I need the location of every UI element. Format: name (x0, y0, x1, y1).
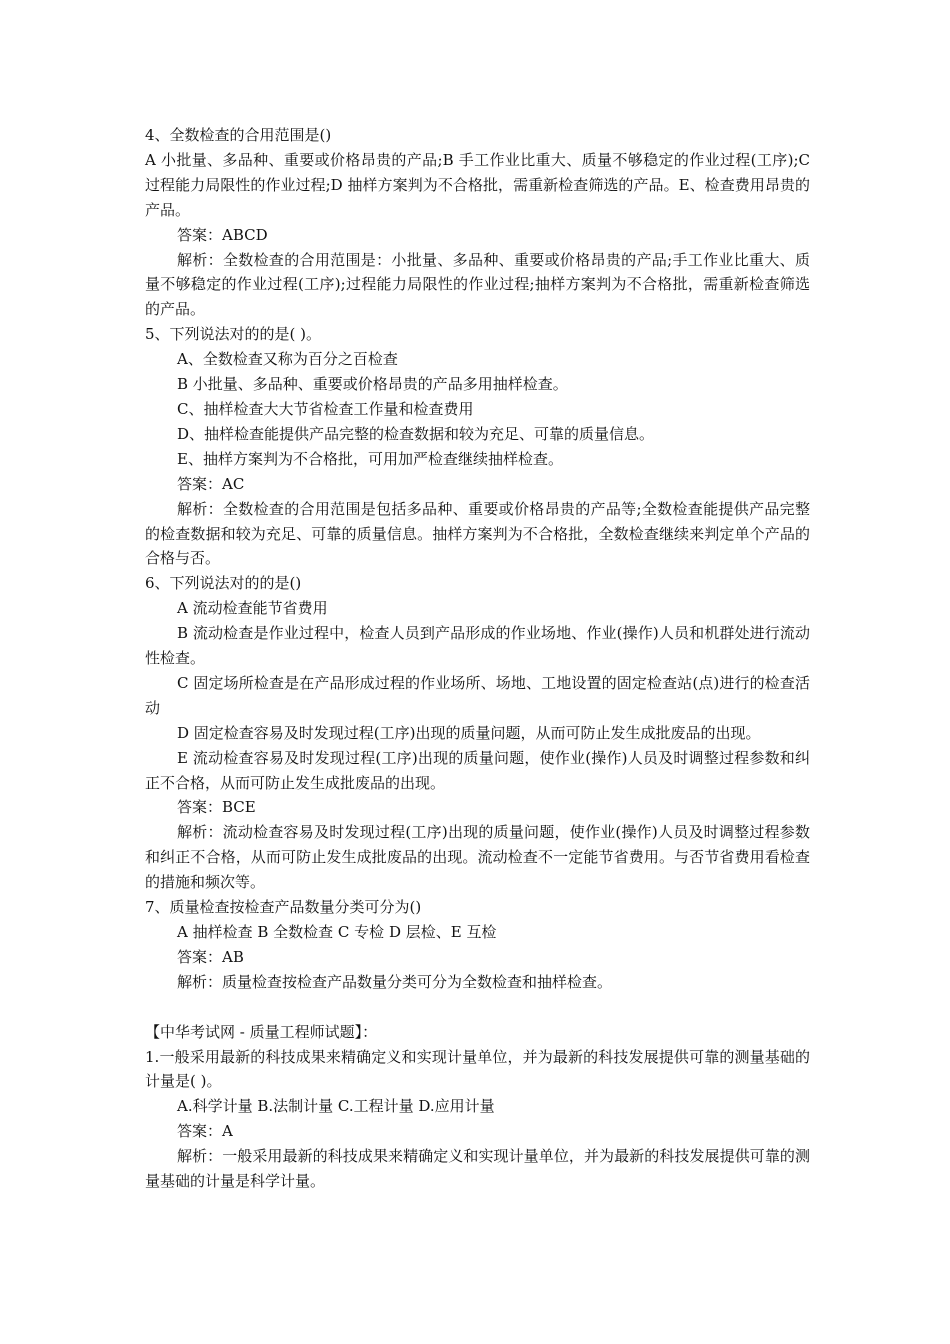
question-5-option: E、抽样方案判为不合格批，可用加严检查继续抽样检查。 (177, 449, 563, 468)
question-4-options: A 小批量、多品种、重要或价格昂贵的产品;B 手工作业比重大、质量不够稳定的作业过程(工序);C 过程能力局限性的作业过程;D 抽样方案判为不合格批，需重新检查筛选的产品。E、检查费用昂贵的产品。 (145, 150, 810, 219)
question-6-option: E 流动检查容易及时发现过程(工序)出现的质量问题，使作业(操作)人员及时调整过程参数和纠正不合格，从而可防止发生成批废品的出现。 (145, 748, 810, 792)
question-6-analysis: 解析：流动检查容易及时发现过程(工序)出现的质量问题，使作业(操作)人员及时调整过程参数和纠正不合格，从而可防止发生成批废品的出现。流动检查不一定能节省费用。与否节省费用看检查的措施和频次等。 (145, 823, 810, 892)
question-5-option: C、抽样检查大大节省检查工作量和检查费用 (177, 399, 474, 418)
question-5-option: D、抽样检查能提供产品完整的检查数据和较为充足、可靠的质量信息。 (177, 424, 655, 443)
question-6-option: D 固定检查容易及时发现过程(工序)出现的质量问题，从而可防止发生成批废品的出现。 (177, 723, 761, 742)
question-5-option: A、全数检查又称为百分之百检查 (177, 350, 398, 369)
question-5-option: B 小批量、多品种、重要或价格昂贵的产品多用抽样检查。 (177, 375, 568, 394)
question-4-answer: 答案：ABCD (177, 225, 268, 244)
question-5-text: 5、下列说法对的的是( )。 (145, 325, 322, 344)
question-6-option: A 流动检查能节省费用 (177, 599, 328, 618)
blank-line (145, 995, 810, 1020)
section-question-1-answer: 答案：A (177, 1122, 233, 1141)
section-question-1-text: 1.一般采用最新的科技成果来精确定义和实现计量单位，并为最新的科技发展提供可靠的测量基础的计量是( )。 (145, 1047, 810, 1091)
question-4-text: 4、全数检查的合用范围是() (145, 126, 332, 144)
question-7-text: 7、质量检查按检查产品数量分类可分为() (145, 898, 422, 917)
section-question-1-options: A.科学计量 B.法制计量 C.工程计量 D.应用计量 (177, 1097, 495, 1116)
question-6-option: C 固定场所检查是在产品形成过程的作业场所、场地、工地设置的固定检查站(点)进行的检查活动 (145, 673, 810, 717)
section-header: 【中华考试网 - 质量工程师试题】： (145, 1022, 378, 1041)
question-7-answer: 答案：AB (177, 947, 244, 966)
question-6-option: B 流动检查是作业过程中，检查人员到产品形成的作业场地、作业(操作)人员和机群处进行流动性检查。 (145, 624, 810, 668)
question-6-text: 6、下列说法对的的是() (145, 574, 302, 593)
question-5-answer: 答案：AC (177, 474, 245, 493)
section-question-1-analysis: 解析：一般采用最新的科技成果来精确定义和实现计量单位，并为最新的科技发展提供可靠的测量基础的计量是科学计量。 (145, 1147, 810, 1191)
question-6-answer: 答案：BCE (177, 798, 256, 817)
question-7-analysis: 解析：质量检查按检查产品数量分类可分为全数检查和抽样检查。 (177, 972, 613, 991)
question-7-options: A 抽样检查 B 全数检查 C 专检 D 层检、E 互检 (177, 923, 497, 941)
document-body (145, 123, 810, 1194)
question-4-analysis: 解析：全数检查的合用范围是：小批量、多品种、重要或价格昂贵的产品;手工作业比重大、质量不够稳定的作业过程(工序);过程能力局限性的作业过程;抽样方案判为不合格批，需重新检查筛选的产品。 (145, 250, 810, 319)
question-5-analysis: 解析：全数检查的合用范围是包括多品种、重要或价格昂贵的产品等;全数检查能提供产品完整的检查数据和较为充足、可靠的质量信息。抽样方案判为不合格批，全数检查继续来判定单个产品的合格与否。 (145, 499, 810, 568)
